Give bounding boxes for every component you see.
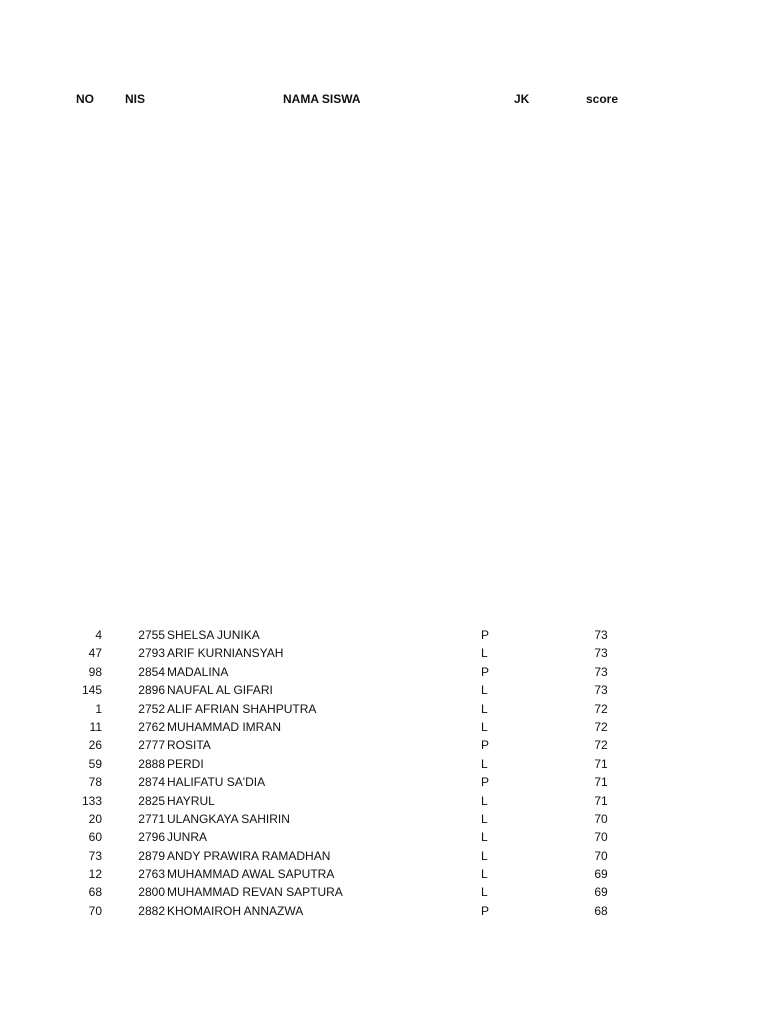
cell-nis: 2762 <box>138 719 165 734</box>
cell-jk: L <box>481 793 488 808</box>
cell-score: 71 <box>594 775 608 790</box>
cell-nama-siswa: ULANGKAYA SAHIRIN <box>167 811 290 826</box>
cell-jk: L <box>481 701 488 716</box>
cell-jk: L <box>481 756 488 771</box>
cell-nis: 2882 <box>138 903 165 918</box>
cell-score: 69 <box>594 867 608 882</box>
table-row <box>0 865 768 883</box>
cell-no: 26 <box>88 738 102 753</box>
cell-jk: L <box>481 830 488 845</box>
cell-score: 71 <box>594 756 608 771</box>
cell-nis: 2888 <box>138 756 165 771</box>
student-table-body <box>0 626 768 920</box>
cell-nis: 2854 <box>138 664 165 679</box>
cell-nis: 2896 <box>138 683 165 698</box>
cell-jk: L <box>481 885 488 900</box>
header-no: NO <box>76 92 94 106</box>
table-row <box>0 810 768 828</box>
cell-no: 73 <box>88 848 102 863</box>
cell-score: 72 <box>594 719 608 734</box>
table-row <box>0 681 768 699</box>
cell-score: 73 <box>594 646 608 661</box>
cell-no: 4 <box>95 628 102 642</box>
table-header <box>0 92 768 110</box>
table-row <box>0 792 768 810</box>
cell-score: 70 <box>594 848 608 863</box>
cell-score: 73 <box>594 628 608 642</box>
cell-no: 59 <box>88 756 102 771</box>
cell-score: 73 <box>594 664 608 679</box>
cell-score: 68 <box>594 903 608 918</box>
cell-jk: P <box>481 775 490 790</box>
cell-nama-siswa: PERDI <box>167 756 204 771</box>
cell-score: 70 <box>594 811 608 826</box>
cell-score: 72 <box>594 738 608 753</box>
table-row <box>0 828 768 846</box>
cell-score: 72 <box>594 701 608 716</box>
table-row <box>0 626 768 644</box>
cell-score: 69 <box>594 885 608 900</box>
table-row <box>0 700 768 718</box>
cell-score: 73 <box>594 683 608 698</box>
cell-score: 71 <box>594 793 608 808</box>
cell-nis: 2777 <box>138 738 165 753</box>
cell-nis: 2771 <box>138 811 165 826</box>
cell-jk: L <box>481 867 488 882</box>
table-row <box>0 755 768 773</box>
cell-jk: L <box>481 811 488 826</box>
header-jk: JK <box>514 92 530 106</box>
cell-nis: 2763 <box>138 867 165 882</box>
cell-nama-siswa: KHOMAIROH ANNAZWA <box>167 903 304 918</box>
cell-jk: L <box>481 646 488 661</box>
cell-nama-siswa: HAYRUL <box>167 793 215 808</box>
cell-no: 20 <box>88 811 102 826</box>
cell-no: 78 <box>88 775 102 790</box>
header-nis: NIS <box>125 92 146 106</box>
cell-no: 12 <box>88 867 102 882</box>
cell-no: 133 <box>81 793 102 808</box>
cell-nama-siswa: SHELSA JUNIKA <box>167 628 260 642</box>
cell-nama-siswa: NAUFAL AL GIFARI <box>167 683 273 698</box>
cell-nis: 2752 <box>138 701 165 716</box>
table-row <box>0 902 768 920</box>
table-row <box>0 773 768 791</box>
cell-no: 70 <box>88 903 102 918</box>
table-row <box>0 644 768 662</box>
cell-nis: 2796 <box>138 830 165 845</box>
cell-no: 60 <box>88 830 102 845</box>
cell-nis: 2793 <box>138 646 165 661</box>
header-nama-siswa: NAMA SISWA <box>283 92 361 106</box>
cell-nama-siswa: MUHAMMAD IMRAN <box>167 719 281 734</box>
cell-nama-siswa: ROSITA <box>167 738 211 753</box>
cell-no: 68 <box>88 885 102 900</box>
table-row <box>0 736 768 754</box>
table-row <box>0 883 768 901</box>
cell-nis: 2874 <box>138 775 165 790</box>
cell-no: 145 <box>81 683 102 698</box>
cell-nama-siswa: HALIFATU SA'DIA <box>167 775 266 790</box>
cell-jk: L <box>481 719 488 734</box>
cell-no: 98 <box>88 664 102 679</box>
cell-no: 47 <box>88 646 102 661</box>
cell-jk: P <box>481 664 490 679</box>
cell-nis: 2825 <box>138 793 165 808</box>
cell-no: 1 <box>95 701 102 716</box>
cell-nama-siswa: MUHAMMAD AWAL SAPUTRA <box>167 867 335 882</box>
cell-jk: P <box>481 628 490 642</box>
cell-jk: L <box>481 848 488 863</box>
cell-nis: 2755 <box>138 628 165 642</box>
cell-nama-siswa: ALIF AFRIAN SHAHPUTRA <box>167 701 317 716</box>
table-row <box>0 718 768 736</box>
header-score: score <box>586 92 619 106</box>
table-row <box>0 847 768 865</box>
cell-jk: L <box>481 683 488 698</box>
cell-jk: P <box>481 903 490 918</box>
cell-score: 70 <box>594 830 608 845</box>
cell-nama-siswa: JUNRA <box>167 830 208 845</box>
cell-jk: P <box>481 738 490 753</box>
table-row <box>0 663 768 681</box>
cell-nis: 2800 <box>138 885 165 900</box>
cell-nama-siswa: MUHAMMAD REVAN SAPTURA <box>167 885 343 900</box>
cell-nama-siswa: ARIF KURNIANSYAH <box>167 646 284 661</box>
cell-nama-siswa: ANDY PRAWIRA RAMADHAN <box>167 848 331 863</box>
cell-nis: 2879 <box>138 848 165 863</box>
cell-nama-siswa: MADALINA <box>167 664 229 679</box>
cell-no: 11 <box>89 719 102 734</box>
